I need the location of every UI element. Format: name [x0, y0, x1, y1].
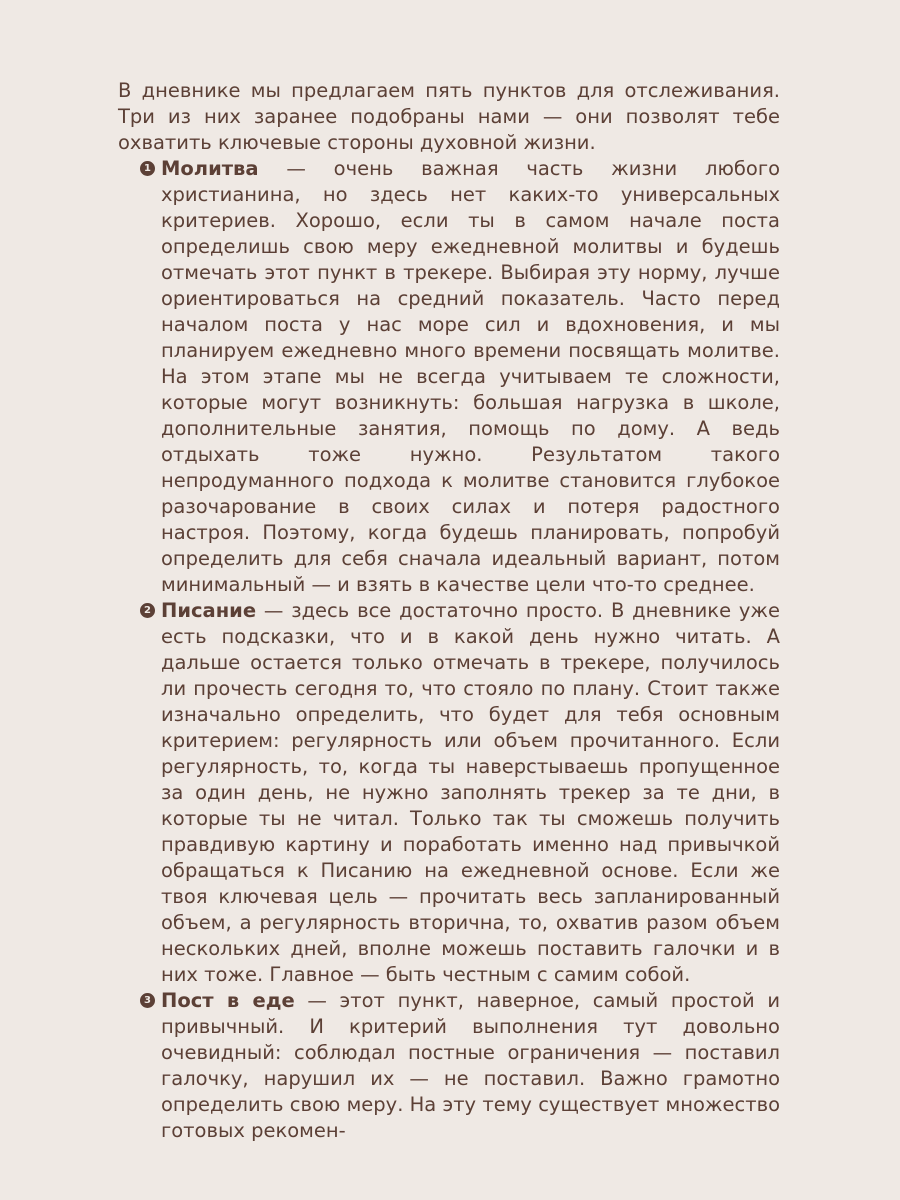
list-item-text: [161, 156, 780, 598]
page-content: [118, 78, 780, 1144]
item-description: — здесь все достаточно просто. В дневнике уже есть подсказки, что и в какой день нужно читать. А дальше остается только отмечать в трекере, получилось ли прочесть сегодня то, что стояло по плану. Стоит также изначально определить, что будет для тебя основным критерием: регулярность или объем прочитанного. Если регулярность, то, когда ты наверстываешь пропущенное за один день, не нужно заполнять трекер за те дни, в которые ты не читал. Только так ты сможешь получить правдивую картину и поработать именно над привычкой обращаться к Писанию на ежедневной основе. Если же твоя ключевая цель — прочитать весь запланированный объем, а регулярность вторична, то, охватив разом объем нескольких дней, вполне можешь поставить галочки и в них тоже. Главное — быть честным с самим собой.: [161, 599, 780, 986]
item-term: Пост в еде: [161, 989, 295, 1012]
number-badge-1: 1: [140, 161, 155, 176]
number-badge-3: 3: [140, 993, 155, 1008]
tracking-items-list: [118, 156, 780, 1144]
list-item-text: [161, 598, 780, 988]
list-item-text: [161, 988, 780, 1144]
item-term: Молитва: [161, 157, 259, 180]
list-item-fasting: [118, 988, 780, 1144]
item-term: Писание: [161, 599, 257, 622]
number-badge-2: 2: [140, 603, 155, 618]
item-description: — этот пункт, наверное, самый простой и привычный. И критерий выполнения тут довольно очевидный: соблюдал постные ограничения — поставил галочку, нарушил их — не поставил. Важно грамотно определить свою меру. На эту тему существует множество готовых рекомен-: [161, 989, 780, 1142]
intro-paragraph: В дневнике мы предлагаем пять пунктов для отслеживания. Три из них заранее подобраны нами — они позволят тебе охватить ключевые стороны духовной жизни.: [118, 79, 780, 154]
list-item-prayer: [118, 156, 780, 598]
item-description: — очень важная часть жизни любого христианина, но здесь нет каких-то универсальных критериев. Хорошо, если ты в самом начале поста определишь свою меру ежедневной молитвы и будешь отмечать этот пункт в трекере. Выбирая эту норму, лучше ориентироваться на средний показатель. Часто перед началом поста у нас море сил и вдохновения, и мы планируем ежедневно много времени посвящать молитве. На этом этапе мы не всегда учитываем те сложности, которые могут возникнуть: большая нагрузка в школе, дополнительные занятия, помощь по дому. А ведь отдыхать тоже нужно. Результатом такого непродуманного подхода к молитве становится глубокое разочарование в своих силах и потеря радостного настроя. Поэтому, когда будешь планировать, попробуй определить для себя сначала идеальный вариант, потом минимальный — и взять в качестве цели что-то среднее.: [161, 157, 780, 596]
list-item-scripture: [118, 598, 780, 988]
